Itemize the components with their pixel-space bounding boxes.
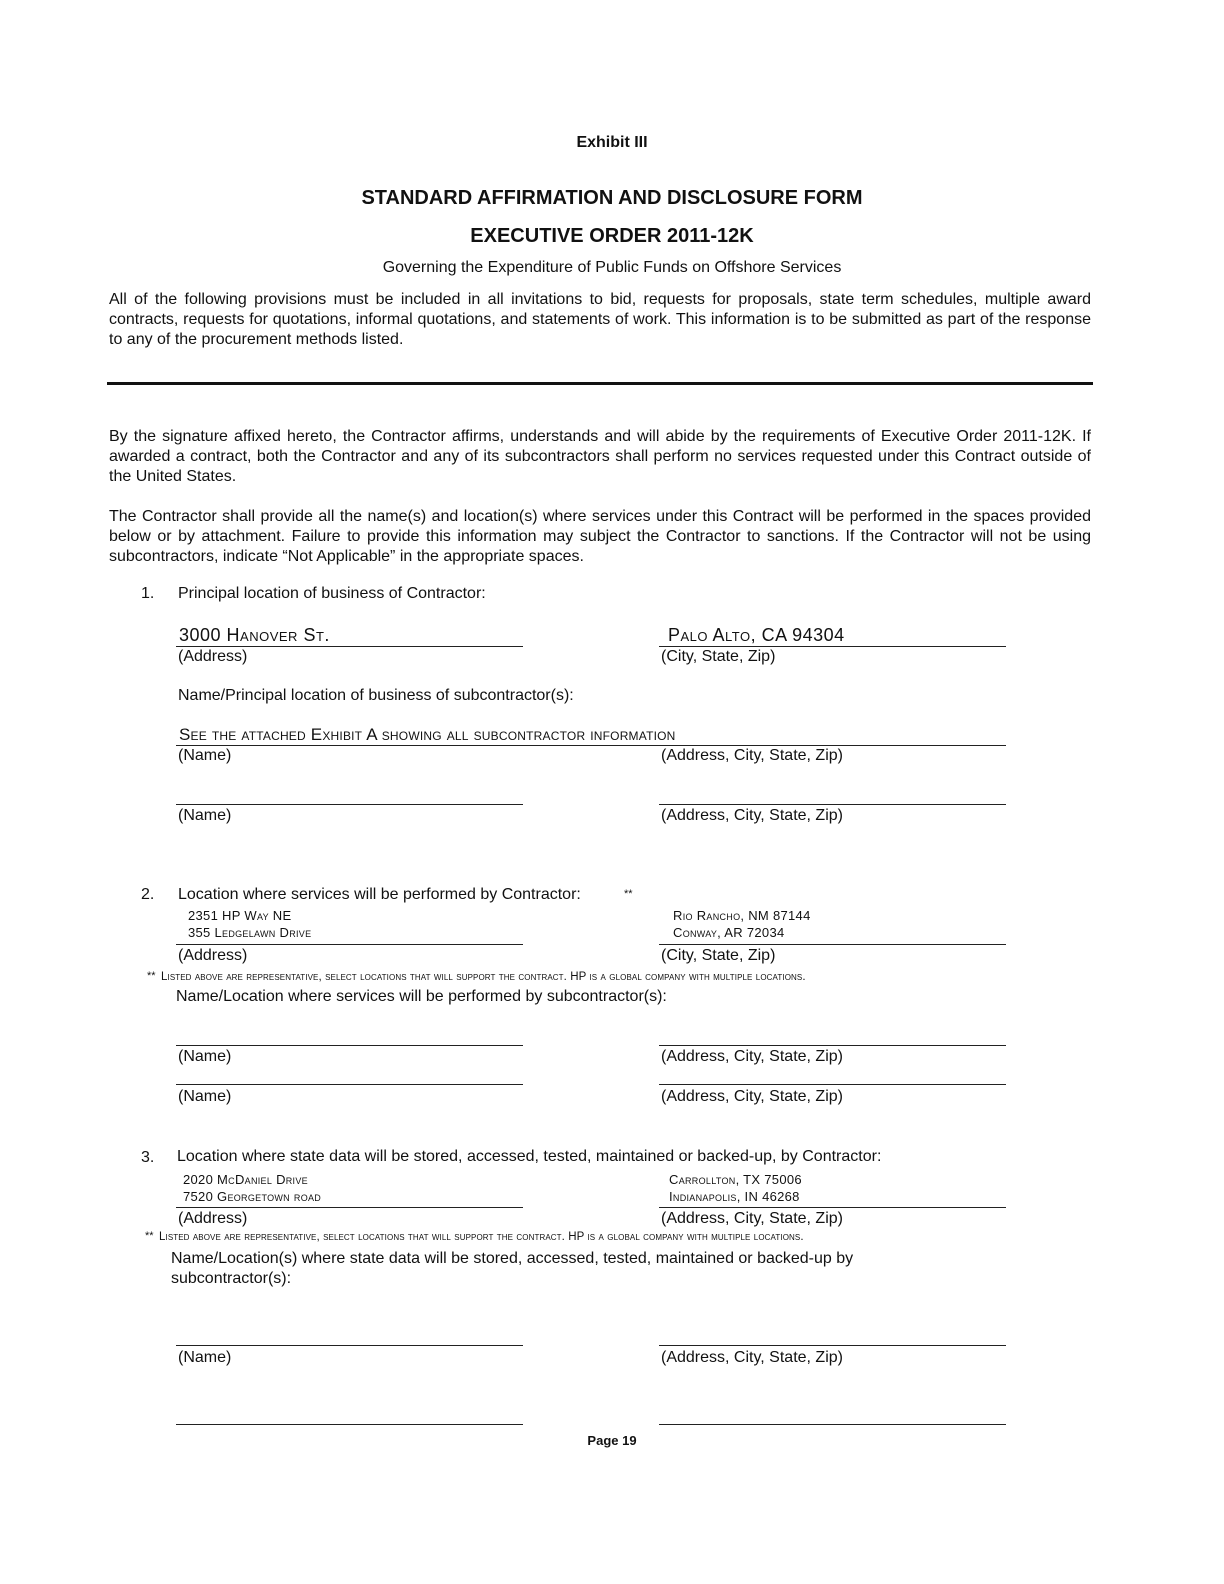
exhibit-label: Exhibit III bbox=[576, 134, 648, 151]
page-number: Page 19 bbox=[587, 1433, 637, 1448]
footnote-marker: ** bbox=[624, 888, 633, 900]
subcontractor-entry-line bbox=[176, 745, 1006, 746]
name-caption: (Name) bbox=[178, 1048, 232, 1065]
data-city-2[interactable]: Indianapolis, IN 46268 bbox=[669, 1189, 800, 1204]
city-line bbox=[659, 1207, 1006, 1208]
address-line bbox=[176, 1207, 523, 1208]
locations-note: Listed above are representative, select locations that will support the contract. HP is a global company with multiple locations. bbox=[159, 1231, 804, 1243]
subcontractor-data-label: Name/Location(s) where state data will be stored, accessed, tested, maintained or backed-up by subcontractor(s): bbox=[171, 1250, 854, 1287]
section-3-label: Location where state data will be stored, accessed, tested, maintained or backed-up, by Contractor: bbox=[177, 1148, 882, 1165]
address-caption: (Address) bbox=[178, 1210, 248, 1227]
locations-note: Listed above are representative, select locations that will support the contract. HP is a global company with multiple locations. bbox=[161, 971, 806, 983]
address-caption: (Address) bbox=[178, 648, 248, 665]
service-city-2[interactable]: Conway, AR 72034 bbox=[673, 925, 785, 940]
subcontractor-principal-label: Name/Principal location of business of subcontractor(s): bbox=[178, 687, 574, 704]
data-address-2[interactable]: 7520 Georgetown road bbox=[183, 1189, 322, 1204]
address-city-caption: (Address, City, State, Zip) bbox=[661, 1349, 843, 1366]
section-1-label: Principal location of business of Contractor: bbox=[178, 585, 486, 602]
name-line bbox=[176, 1345, 523, 1346]
name-line bbox=[176, 1045, 523, 1046]
city-line bbox=[659, 646, 1006, 647]
address-city-caption: (Address, City, State, Zip) bbox=[661, 1048, 843, 1065]
service-address-2[interactable]: 355 Ledgelawn Drive bbox=[188, 925, 312, 940]
address-line bbox=[659, 1424, 1006, 1425]
contractor-principal-city[interactable]: Palo Alto, CA 94304 bbox=[668, 625, 845, 645]
section-2-number: 2. bbox=[141, 886, 155, 903]
subcontractor-principal-entry[interactable]: See the attached Exhibit A showing all subcontractor information bbox=[179, 725, 676, 744]
data-address-1[interactable]: 2020 McDaniel Drive bbox=[183, 1172, 308, 1187]
city-line bbox=[659, 944, 1006, 945]
form-title: STANDARD AFFIRMATION AND DISCLOSURE FORM bbox=[361, 187, 863, 209]
address-line bbox=[659, 1045, 1006, 1046]
name-caption: (Name) bbox=[178, 1088, 232, 1105]
address-city-caption: (Address, City, State, Zip) bbox=[661, 747, 843, 764]
section-divider bbox=[107, 382, 1093, 385]
section-3-number: 3. bbox=[141, 1149, 155, 1166]
intro-paragraph: All of the following provisions must be included in all invitations to bid, requests for proposals, state term schedules, multiple award contracts, requests for quotations, informal quotations, and statements of work. This information is to be submitted as part of the response to any of the procurement methods listed. bbox=[109, 291, 1091, 348]
name-line bbox=[176, 1084, 523, 1085]
address-line bbox=[176, 646, 523, 647]
section-2-label: Location where services will be performed by Contractor: bbox=[178, 886, 581, 903]
form-subtitle: Governing the Expenditure of Public Funds on Offshore Services bbox=[382, 259, 842, 276]
subcontractor-services-label: Name/Location where services will be performed by subcontractor(s): bbox=[176, 988, 667, 1005]
data-city-1[interactable]: Carrollton, TX 75006 bbox=[669, 1172, 802, 1187]
address-line bbox=[659, 804, 1006, 805]
executive-order-title: EXECUTIVE ORDER 2011-12K bbox=[470, 225, 754, 247]
service-city-1[interactable]: Rio Rancho, NM 87144 bbox=[673, 908, 811, 923]
address-caption: (Address) bbox=[178, 947, 248, 964]
address-line bbox=[176, 944, 523, 945]
address-city-caption: (Address, City, State, Zip) bbox=[661, 1088, 843, 1105]
name-line bbox=[176, 1424, 523, 1425]
service-address-1[interactable]: 2351 HP Way NE bbox=[188, 908, 292, 923]
address-line bbox=[659, 1084, 1006, 1085]
address-line bbox=[659, 1345, 1006, 1346]
contractor-principal-address[interactable]: 3000 Hanover St. bbox=[179, 625, 330, 645]
name-caption: (Name) bbox=[178, 807, 232, 824]
note-marker: ** bbox=[145, 1230, 154, 1242]
address-city-caption: (Address, City, State, Zip) bbox=[661, 1210, 843, 1227]
city-caption: (City, State, Zip) bbox=[661, 648, 776, 665]
note-marker: ** bbox=[147, 970, 156, 982]
affirmation-paragraph: By the signature affixed hereto, the Contractor affirms, understands and will abide by the requirements of Executive Order 2011-12K. If awarded a contract, both the Contractor and any of its subcontractors shall perform no services requested under this Contract outside of the United States. bbox=[109, 428, 1091, 485]
instructions-paragraph: The Contractor shall provide all the name(s) and location(s) where services under this Contract will be performed in the spaces provided below or by attachment. Failure to provide this information may subject the Contractor to sanctions. If the Contractor will not be using subcontractors, indicate “Not Applicable” in the appropriate spaces. bbox=[109, 508, 1091, 565]
name-caption: (Name) bbox=[178, 1349, 232, 1366]
section-1-number: 1. bbox=[141, 585, 155, 602]
address-city-caption: (Address, City, State, Zip) bbox=[661, 807, 843, 824]
name-line bbox=[176, 804, 523, 805]
name-caption: (Name) bbox=[178, 747, 232, 764]
city-caption: (City, State, Zip) bbox=[661, 947, 776, 964]
